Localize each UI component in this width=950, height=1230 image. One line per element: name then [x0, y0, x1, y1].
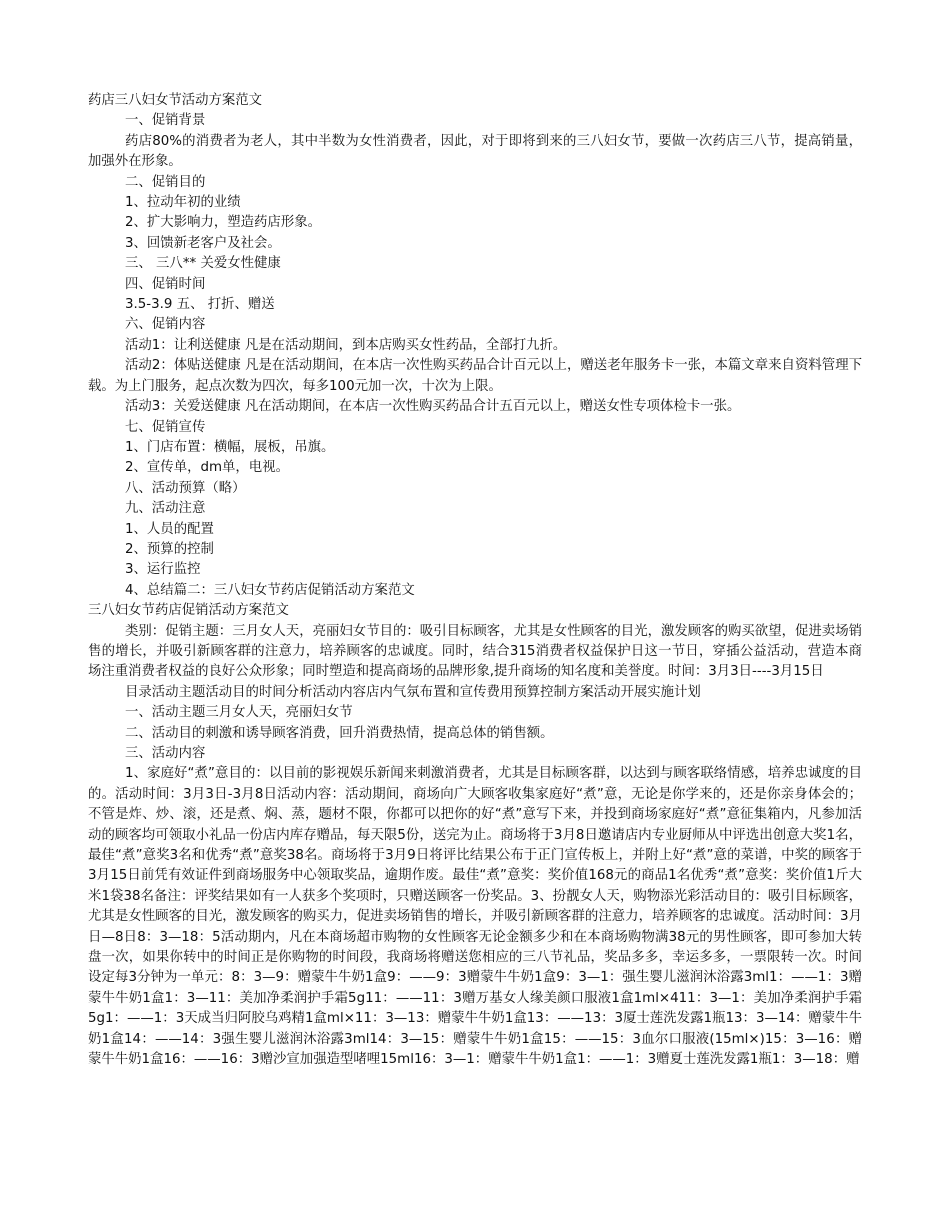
list-item: 4、总结篇二：三八妇女节药店促销活动方案范文: [125, 582, 415, 598]
section-heading: 二、促销目的: [125, 174, 206, 190]
document-title: 药店三八妇女节活动方案范文: [88, 93, 263, 108]
paragraph: 活动1：让利送健康 凡是在活动期间，到本店购买女性药品，全部打九折。: [125, 337, 567, 353]
paragraph: 活动3：关爱送健康 凡在活动期间，在本店一次性购买药品合计五百元以上，赠送女性专项体检卡一张。: [125, 399, 741, 415]
list-item: 1、拉动年初的业绩: [125, 195, 241, 211]
list-item: 2、扩大影响力，塑造药店形象。: [125, 215, 321, 231]
section-heading: 二、活动目的刺激和诱导顾客消费，回升消费热情，提高总体的销售额。: [125, 725, 554, 741]
document-subtitle: 三八妇女节药店促销活动方案范文: [88, 603, 289, 619]
paragraph: 类别：促销主题：三月女人天，亮丽妇女节目的：吸引目标顾客，尤其是女性顾客的目光，激发顾客的购买欲望，促进卖场销售的增长，并吸引新顾客群的注意力，培养顾客的忠诚度。同时，结合315消费者权益保护日这一节日，穿插公益活动，营造本商场注重消费者权益的良好公众形象；同时塑造和提高商场的品牌形象,提升商场的知名度和美誉度。时间：3月3日----3月15日: [88, 623, 862, 680]
section-heading: 一、活动主题三月女人天，亮丽妇女节: [125, 705, 353, 721]
list-item: 2、宣传单，dm单，电视。: [125, 460, 289, 476]
paragraph: 活动2：体贴送健康 凡是在活动期间，在本店一次性购买药品合计百元以上，赠送老年服务卡一张，本篇文章来自资料管理下载。为上门服务，起点次数为四次，每多100元加一次，十次为上限。: [88, 358, 862, 394]
list-item: 2、预算的控制: [125, 541, 214, 557]
paragraph: 目录活动主题活动目的时间分析活动内容店内气氛布置和宣传费用预算控制方案活动开展实施计划: [125, 684, 701, 700]
document-body: [88, 91, 862, 1071]
section-heading: 六、促销内容: [125, 317, 206, 333]
section-heading: 四、促销时间: [125, 276, 206, 292]
section-heading: 九、活动注意: [125, 501, 206, 517]
list-item: 1、门店布置：横幅，展板，吊旗。: [125, 439, 335, 455]
section-heading: 八、活动预算（略）: [125, 480, 246, 496]
section-heading: 一、促销背景: [125, 113, 206, 129]
paragraph: 1、家庭好“煮”意目的：以目前的影视娱乐新闻来刺激消费者，尤其是目标顾客群，以达到与顾客联络情感，培养忠诚度的目的。活动时间：3月3日-3月8日活动内容：活动期间，商场向广大顾客收集家庭好“煮”意，无论是你学来的，还是你亲身体会的；不管是炸、炒、滚，还是煮、焖、蒸，题材不限，你都可以把你的好“煮”意写下来，并投到商场家庭好“煮”意征集箱内，凡参加活动的顾客均可领取小礼品一份店内库存赠品，每天限5份，送完为止。商场将于3月8日邀请店内专业厨师从中评选出创意大奖1名，最佳“煮”意奖3名和优秀“煮”意奖38名。商场将于3月9日将评比结果公布于正门宣传板上，并附上好“煮”意的菜谱，中奖的顾客于3月15日前凭有效证件到商场服务中心领取奖品，逾期作废。最佳“煮”意奖：奖价值168元的商品1名优秀“煮”意奖：奖价值1斤大米1袋38名备注：评奖结果如有一人获多个奖项时，只赠送顾客一份奖品。3、扮靓女人天，购物添光彩活动目的：吸引目标顾客，尤其是女性顾客的目光，激发顾客的购买力，促进卖场销售的增长，并吸引新顾客群的注意力，培养顾客的忠诚度。活动时间：3月日—8日8：3—18：5活动期内，凡在本商场超市购物的女性顾客无论金额多少和在本商场购物满38元的男性顾客，即可参加大转盘一次，如果你转中的时间正是你购物的时间段，我商场将赠送您相应的三八节礼品，奖品多多，幸运多多，一票限转一次。时间设定每3分钟为一单元：8：3—9：赠蒙牛牛奶1盒9：——9：3赠蒙牛牛奶1盒9：3—1：强生婴儿滋润沐浴露3ml1：——1：3赠蒙牛牛奶1盒1：3—11：美加净柔润护手霜5g11：——11：3赠万基女人缘美颜口服液1盒1ml×411：3—1：美加净柔润护手霜5g1：——1：3天成当归阿胶乌鸡精1盒ml×11：3—13：赠蒙牛牛奶1盒13：——13：3厦士莲洗发露1瓶13：3—14：赠蒙牛牛奶1盒14：——14：3强生婴儿滋润沐浴露3ml14：3—15：赠蒙牛牛奶1盒15：——15：3血尔口服液(15ml×)15：3—16：赠蒙牛牛奶1盒16：——16：3赠沙宣加强造型啫哩15ml16：3—1：赠蒙牛牛奶1盒1：——1：3赠夏士莲洗发露1瓶1：3—18：赠: [88, 766, 862, 1068]
section-heading: 三、 三八** 关爱女性健康: [125, 256, 281, 272]
paragraph: 药店80%的消费者为老人，其中半数为女性消费者，因此，对于即将到来的三八妇女节，要做一次药店三八节，提高销量，加强外在形象。: [88, 133, 862, 170]
list-item: 1、人员的配置: [125, 521, 214, 537]
paragraph: 3.5-3.9 五、 打折、赠送: [125, 297, 275, 313]
section-heading: 七、促销宣传: [125, 419, 206, 435]
section-heading: 三、活动内容: [125, 746, 206, 761]
list-item: 3、回馈新老客户及社会。: [125, 235, 281, 251]
list-item: 3、运行监控: [125, 562, 201, 578]
